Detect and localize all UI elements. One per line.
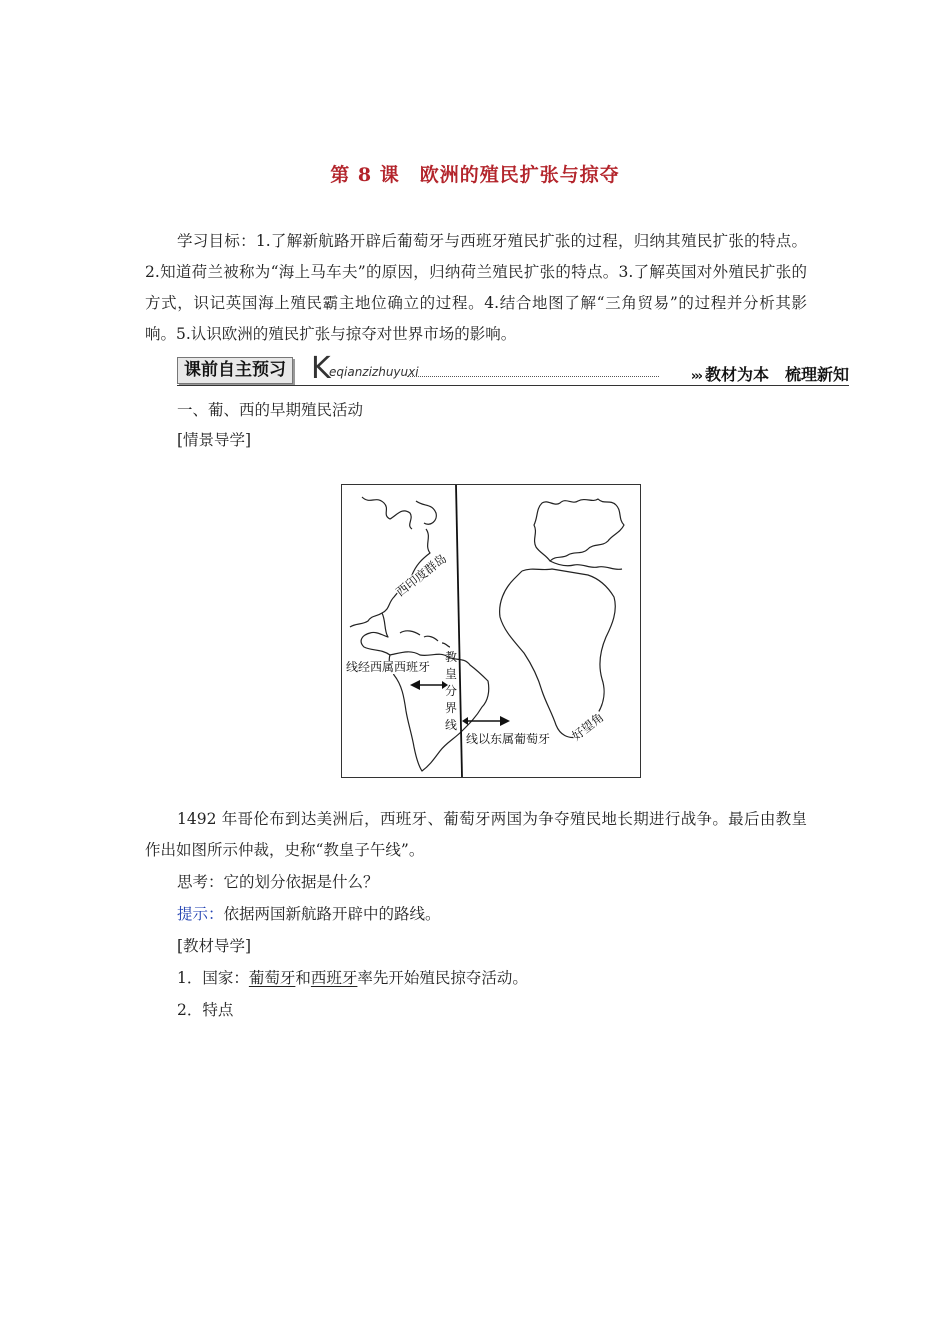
banner-right <box>691 362 849 385</box>
learning-objectives: 学习目标：1.了解新航路开辟后葡萄牙与西班牙殖民扩张的过程，归纳其殖民扩张的特点。2.知道荷兰被称为“海上马车夫”的原因，归纳荷兰殖民扩张的特点。3.了解英国对外殖民扩张的方式，识记英国海上殖民霸主地位确立的过程。4.结合地图了解“三角贸易”的过程并分析其影响。5.认识欧洲的殖民扩张与掠夺对世界市场的影响。 <box>145 232 807 343</box>
banner-right-title: 教材为本 梳理新知 <box>704 365 849 384</box>
item-1-conj: 和 <box>295 969 311 987</box>
east-arrow-tail-icon <box>462 717 468 725</box>
textbook-heading: [教材导学] <box>177 937 252 955</box>
hint-line <box>177 902 441 926</box>
label-west-spain: 线经西属西班牙 <box>346 660 431 674</box>
mediterranean-outline <box>550 561 622 569</box>
section-banner <box>177 351 849 387</box>
hint-text: 依据两国新航路开辟中的路线。 <box>223 905 441 923</box>
answer-blank-portugal: 葡萄牙 <box>248 969 296 987</box>
chevron-right-icon: ››› <box>690 369 701 384</box>
label-cape-good-hope: 好望角 <box>569 710 607 744</box>
paragraph-1492: 1492 年哥伦布到达美洲后，西班牙、葡萄牙两国为争夺殖民地长期进行战争。最后由教皇作出如图所示仲裁，史称“教皇子午线”。 <box>145 810 807 859</box>
item-2: 2．特点 <box>177 1001 234 1019</box>
scene-heading: [情景导学] <box>177 431 252 449</box>
caribbean-islands-outline <box>400 631 450 647</box>
florida-outline <box>361 613 390 655</box>
label-papal-line: 教皇分界线 <box>445 650 458 732</box>
answer-blank-spain: 西班牙 <box>310 969 358 987</box>
hint-label: 提示： <box>177 905 224 923</box>
north-island-outline <box>416 501 436 524</box>
banner-underline <box>177 385 849 386</box>
label-west-indies: 西印度群岛 <box>393 551 450 600</box>
banner-pinyin: eqianzizhuyuxi <box>329 365 419 379</box>
europe-outline <box>534 499 624 561</box>
north-coast-outline <box>362 497 412 529</box>
west-arrowhead-icon <box>410 680 420 690</box>
banner-dotted-rule <box>407 376 659 377</box>
banner-left-title: 课前自主预习 <box>177 357 293 384</box>
papal-line-map <box>341 484 641 778</box>
banner-letter: K <box>311 351 331 386</box>
lesson-title: 第 8 课 欧洲的殖民扩张与掠夺 <box>330 164 620 186</box>
east-arrowhead-icon <box>500 716 510 726</box>
label-east-portugal: 线以东属葡萄牙 <box>466 732 551 746</box>
item-1 <box>177 966 528 990</box>
item-1-suffix: 率先开始殖民掠夺活动。 <box>357 969 528 987</box>
question-text: 思考：它的划分依据是什么？ <box>177 873 379 891</box>
item-1-prefix: 1．国家： <box>177 969 249 987</box>
section-heading: 一、葡、西的早期殖民活动 <box>177 401 364 419</box>
